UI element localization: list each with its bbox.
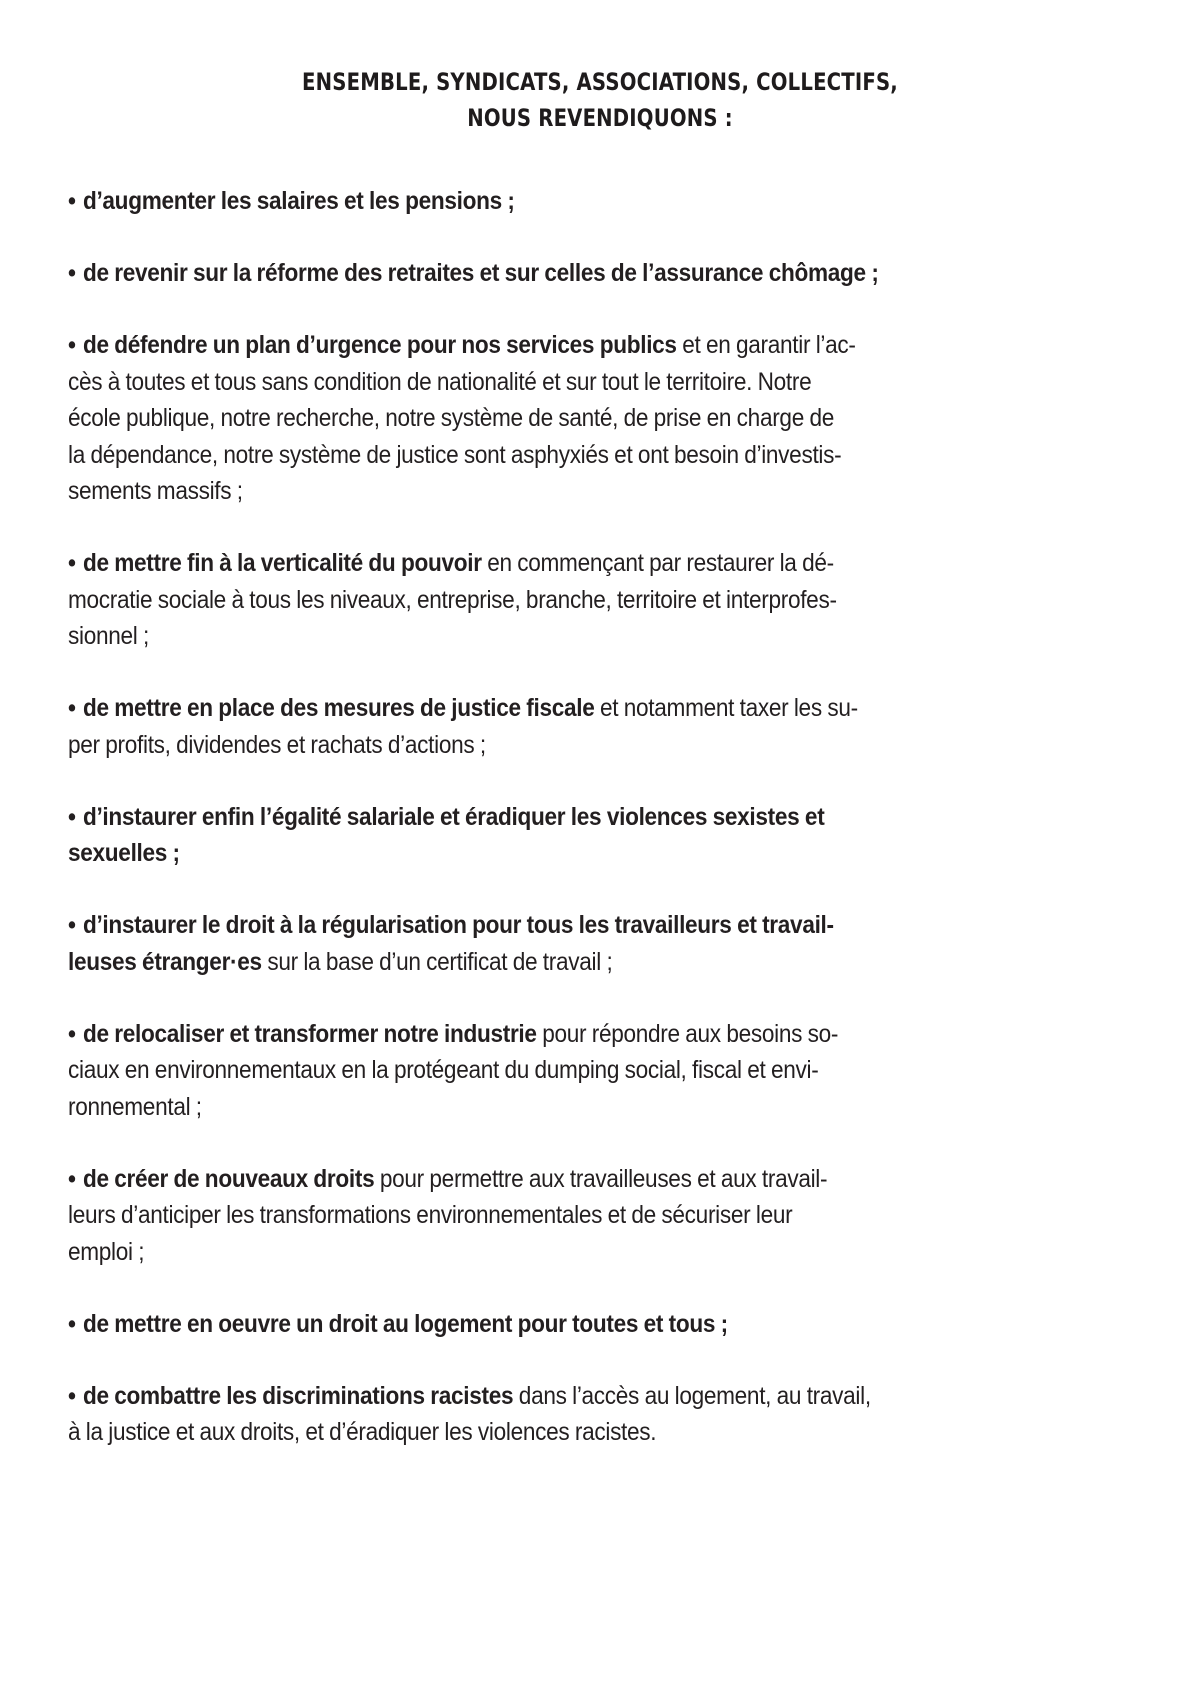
text-line xyxy=(68,255,1127,292)
list-item xyxy=(68,799,1127,872)
body-text: école publique, notre recherche, notre système de santé, de prise en charge de xyxy=(68,404,835,432)
body-text: sur la base d’un certificat de travail ; xyxy=(261,947,613,976)
list-item xyxy=(68,1161,1127,1271)
bold-text: de mettre en place des mesures de justice fiscale xyxy=(82,694,595,722)
body-text: mocratie sociale à tous les niveaux, entreprise, branche, territoire et interprofes- xyxy=(68,585,837,614)
body-text: ciaux en environnementaux en la protégeant du dumping social, fiscal et envi- xyxy=(68,1056,819,1084)
bullet-icon: • xyxy=(68,1019,76,1048)
list-item xyxy=(68,907,1127,980)
bold-text: sexuelles ; xyxy=(68,839,180,867)
text-line xyxy=(68,618,1127,655)
bold-text: leuses étranger·es xyxy=(68,947,262,976)
text-line xyxy=(68,364,1127,401)
body-text: et notamment taxer les su- xyxy=(594,694,858,722)
body-text: pour répondre aux besoins so- xyxy=(536,1019,839,1048)
text-line xyxy=(68,907,1127,944)
bold-text: de combattre les discriminations racistes xyxy=(82,1381,514,1410)
text-line xyxy=(68,183,1127,220)
text-line xyxy=(68,400,1127,437)
bold-text: d’augmenter les salaires et les pensions ; xyxy=(82,187,515,215)
page-title xyxy=(108,64,1092,136)
title-line-2: NOUS REVENDIQUONS : xyxy=(467,104,733,132)
body-text: dans l’accès au logement, au travail, xyxy=(513,1381,871,1410)
bullet-icon: • xyxy=(68,1381,76,1410)
text-line xyxy=(68,1414,1127,1451)
text-line xyxy=(68,582,1127,619)
list-item xyxy=(68,327,1127,510)
body-text: cès à toutes et tous sans condition de nationalité et sur tout le territoire. Notre xyxy=(68,367,812,396)
text-line xyxy=(68,1306,1127,1343)
body-text: per profits, dividendes et rachats d’actions ; xyxy=(68,730,486,759)
body-text: pour permettre aux travailleuses et aux travail- xyxy=(374,1164,828,1193)
bullet-icon: • xyxy=(68,187,76,215)
bullet-icon: • xyxy=(68,802,76,831)
bold-text: d’instaurer enfin l’égalité salariale et éradiquer les violences sexistes et xyxy=(82,802,825,831)
bullet-icon: • xyxy=(68,1309,76,1338)
text-line xyxy=(68,1197,1127,1234)
text-line xyxy=(68,835,1127,872)
text-line xyxy=(68,545,1127,582)
text-line xyxy=(68,1016,1127,1053)
bullet-icon: • xyxy=(68,911,76,939)
text-line xyxy=(68,944,1127,981)
text-line xyxy=(68,473,1127,510)
bold-text: de revenir sur la réforme des retraites et sur celles de l’assurance chômage ; xyxy=(82,259,879,287)
text-line xyxy=(68,327,1127,364)
text-line xyxy=(68,1378,1127,1415)
body-text: la dépendance, notre système de justice sont asphyxiés et ont besoin d’investis- xyxy=(68,440,842,469)
text-line xyxy=(68,690,1127,727)
bullet-icon: • xyxy=(68,259,76,287)
text-line xyxy=(68,437,1127,474)
bullet-icon: • xyxy=(68,331,76,359)
body-text: et en garantir l’ac- xyxy=(676,331,856,359)
text-line xyxy=(68,1052,1127,1089)
bold-text: de relocaliser et transformer notre industrie xyxy=(82,1019,537,1048)
body-text: sionnel ; xyxy=(68,622,149,650)
title-line-1: ENSEMBLE, SYNDICATS, ASSOCIATIONS, COLLECTIFS, xyxy=(302,68,898,96)
body-text: sements massifs ; xyxy=(68,477,243,505)
text-line xyxy=(68,1234,1127,1271)
body-text: emploi ; xyxy=(68,1237,145,1266)
bold-text: de mettre en oeuvre un droit au logement pour toutes et tous ; xyxy=(82,1309,728,1338)
demands-list xyxy=(68,183,1140,1486)
list-item xyxy=(68,545,1127,655)
bold-text: d’instaurer le droit à la régularisation pour tous les travailleurs et travail- xyxy=(82,911,834,939)
list-item xyxy=(68,183,1127,220)
list-item xyxy=(68,690,1127,763)
list-item xyxy=(68,1378,1127,1451)
body-text: à la justice et aux droits, et d’éradiquer les violences racistes. xyxy=(68,1418,657,1446)
body-text: leurs d’anticiper les transformations environnementales et de sécuriser leur xyxy=(68,1201,793,1229)
text-line xyxy=(68,799,1127,836)
bullet-icon: • xyxy=(68,694,76,722)
body-text: ronnemental ; xyxy=(68,1092,202,1121)
bold-text: de mettre fin à la verticalité du pouvoir xyxy=(82,549,482,577)
list-item xyxy=(68,1306,1127,1343)
text-line xyxy=(68,1089,1127,1126)
bold-text: de défendre un plan d’urgence pour nos services publics xyxy=(82,331,677,359)
list-item xyxy=(68,1016,1127,1126)
text-line xyxy=(68,727,1127,764)
text-line xyxy=(68,1161,1127,1198)
body-text: en commençant par restaurer la dé- xyxy=(481,549,834,577)
bullet-icon: • xyxy=(68,1164,76,1193)
bullet-icon: • xyxy=(68,549,76,577)
bold-text: de créer de nouveaux droits xyxy=(82,1164,375,1193)
list-item xyxy=(68,255,1127,292)
